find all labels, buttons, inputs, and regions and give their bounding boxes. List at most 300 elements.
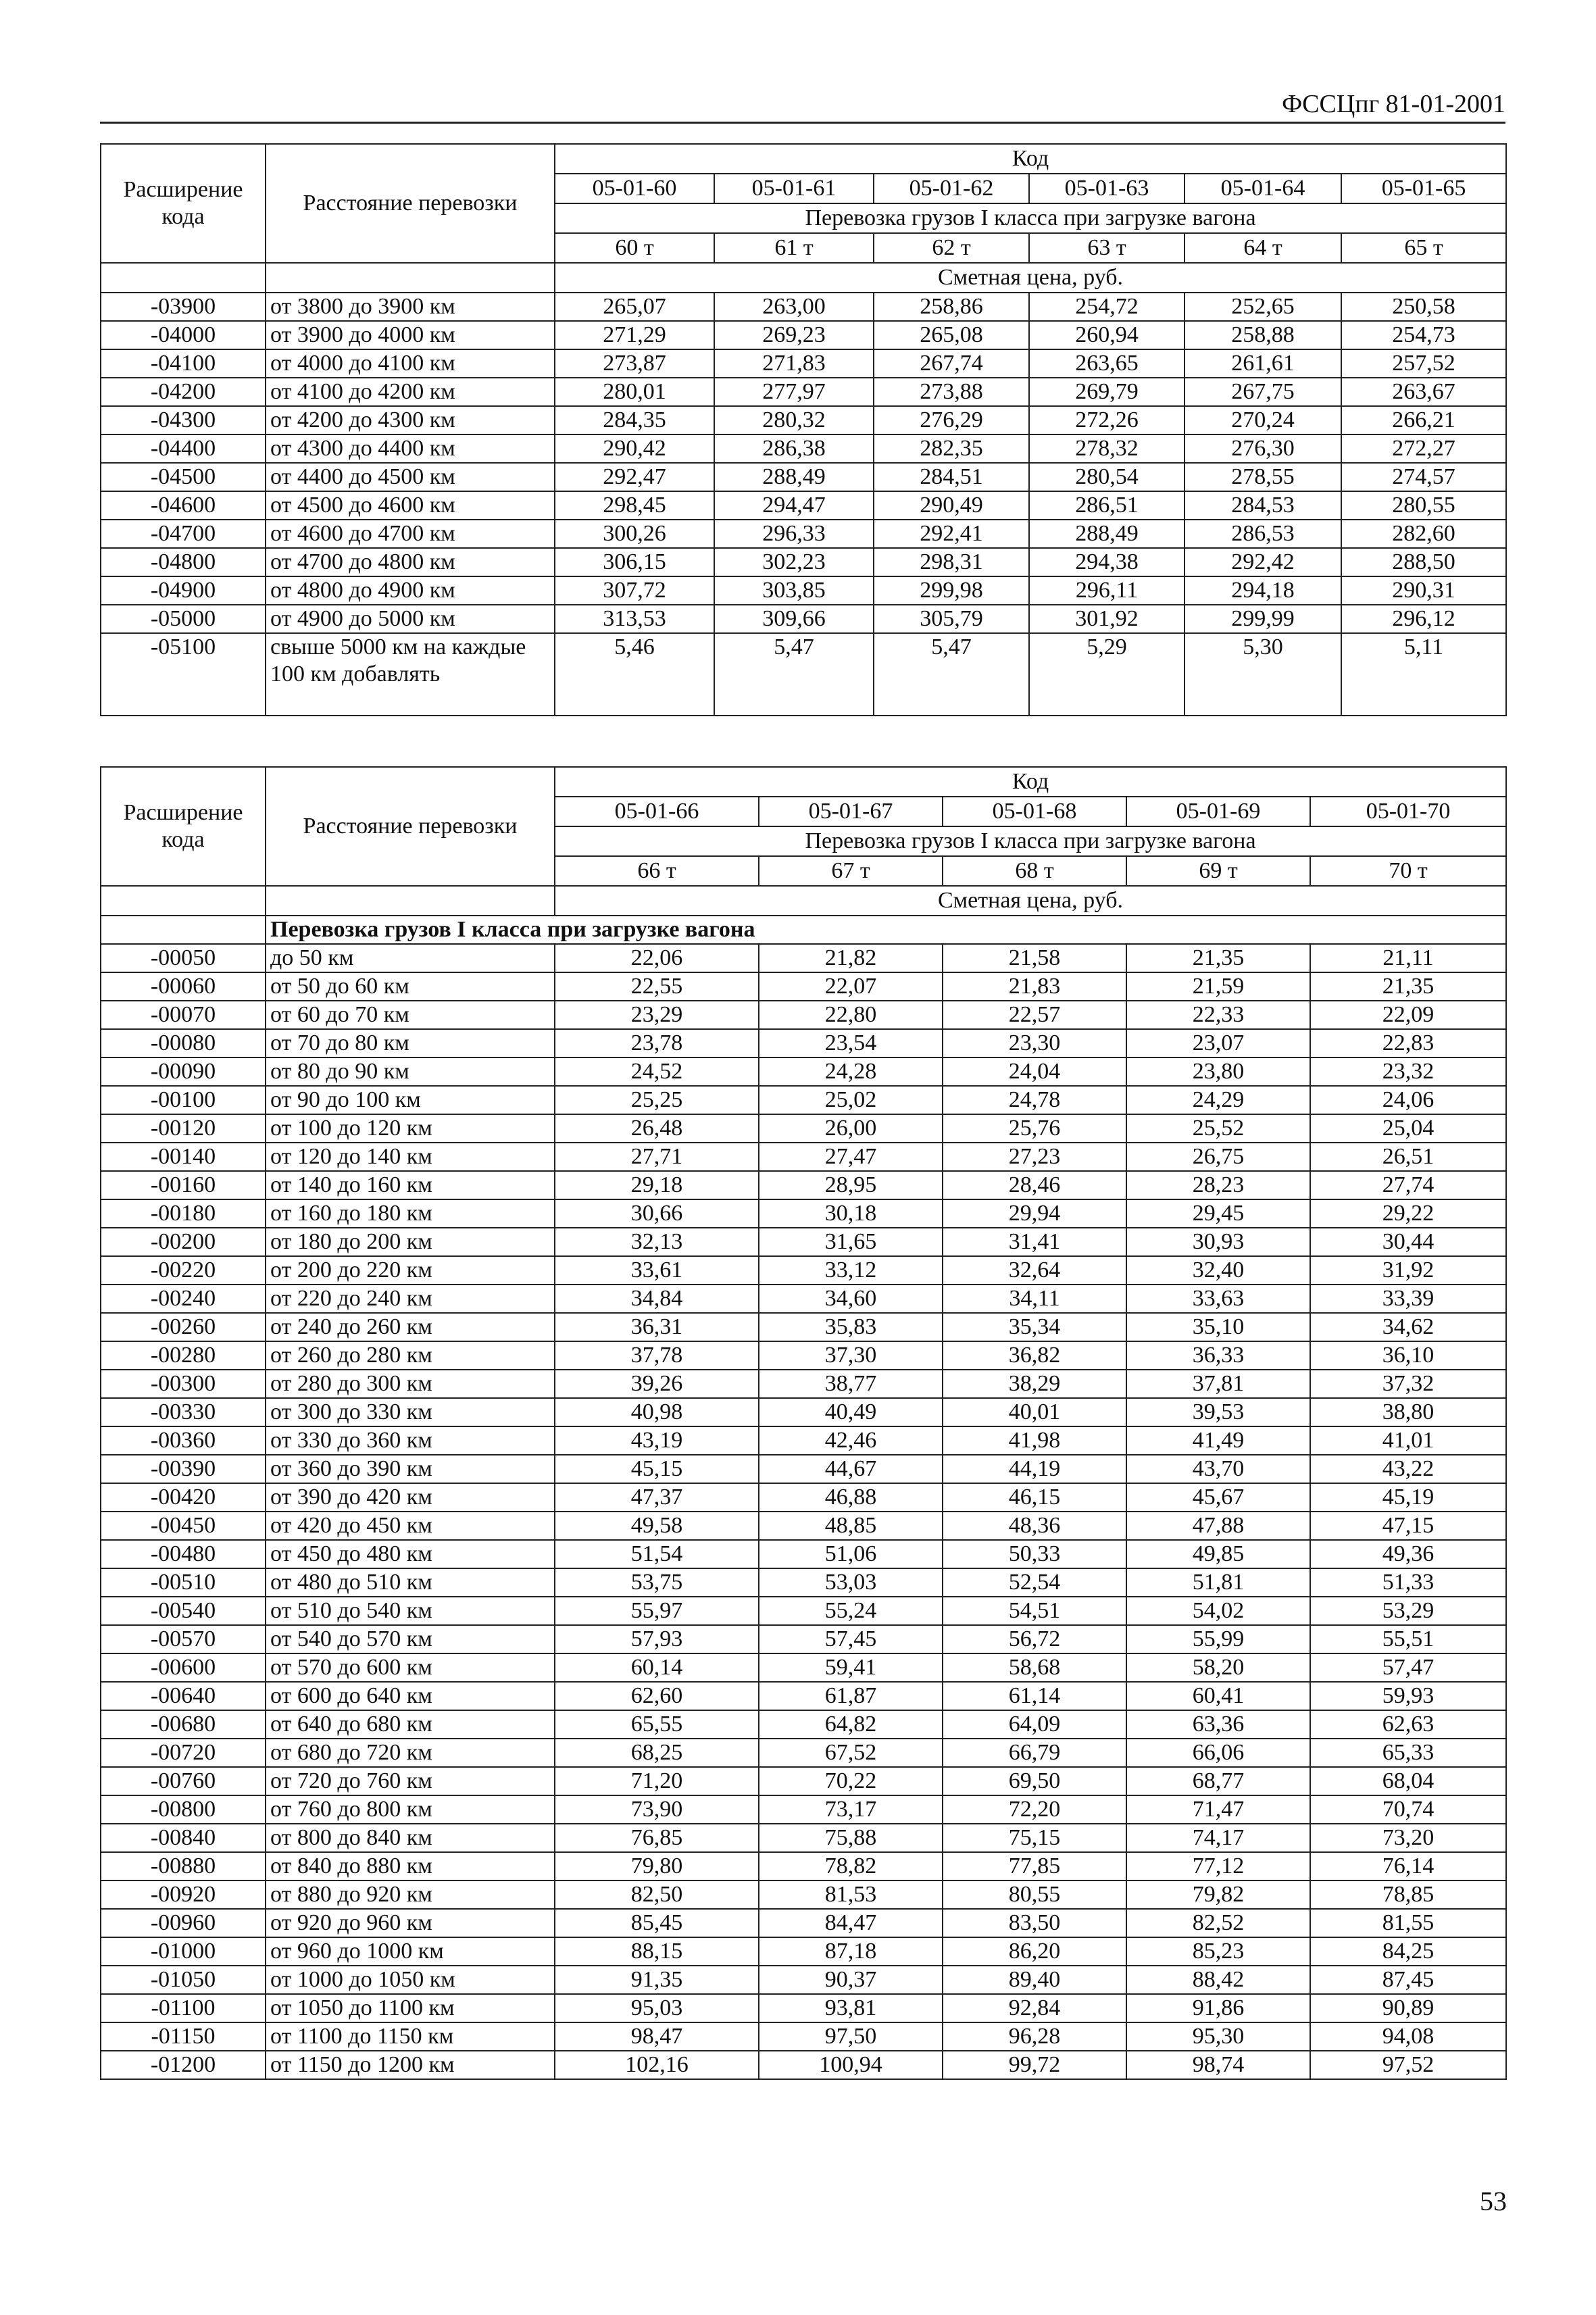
header-code: Код	[555, 767, 1506, 797]
code-header: 05-01-65	[1341, 174, 1506, 203]
price-cell: 61,87	[759, 1682, 943, 1710]
price-cell: 73,17	[759, 1795, 943, 1824]
table-row	[101, 1398, 1506, 1426]
price-cell: 280,55	[1341, 491, 1506, 520]
row-distance: от 960 до 1000 км	[266, 1937, 555, 1966]
price-cell: 299,99	[1184, 605, 1341, 633]
row-code: -00570	[101, 1625, 266, 1653]
table-row	[101, 1228, 1506, 1256]
price-cell: 31,92	[1310, 1256, 1506, 1285]
price-cell: 273,88	[874, 378, 1029, 406]
table-row	[101, 293, 1506, 321]
price-cell: 29,45	[1126, 1199, 1310, 1228]
row-code: -04000	[101, 321, 266, 349]
header-transport: Перевозка грузов I класса при загрузке вагона	[555, 203, 1506, 233]
price-cell: 5,47	[874, 633, 1029, 716]
row-code: -04800	[101, 548, 266, 576]
price-cell: 25,25	[555, 1086, 759, 1114]
price-cell: 55,97	[555, 1597, 759, 1625]
section-title: Перевозка грузов I класса при загрузке вагона	[266, 916, 1506, 944]
tonnage-header: 60 т	[555, 233, 714, 263]
row-code: -05100	[101, 633, 266, 716]
price-cell: 288,49	[714, 463, 874, 491]
price-cell: 305,79	[874, 605, 1029, 633]
price-cell: 41,98	[943, 1426, 1126, 1455]
price-cell: 78,85	[1310, 1881, 1506, 1909]
price-cell: 30,93	[1126, 1228, 1310, 1256]
price-cell: 282,35	[874, 434, 1029, 463]
price-cell: 29,22	[1310, 1199, 1506, 1228]
price-cell: 87,45	[1310, 1966, 1506, 1994]
price-cell: 69,50	[943, 1767, 1126, 1795]
price-cell: 37,32	[1310, 1370, 1506, 1398]
table-row	[101, 1767, 1506, 1795]
table-row	[101, 463, 1506, 491]
price-cell: 296,12	[1341, 605, 1506, 633]
table-row	[101, 1341, 1506, 1370]
price-cell: 22,55	[555, 972, 759, 1001]
price-cell: 53,29	[1310, 1597, 1506, 1625]
table-row	[101, 406, 1506, 434]
price-cell: 261,61	[1184, 349, 1341, 378]
row-code: -00240	[101, 1285, 266, 1313]
row-distance: от 4700 до 4800 км	[266, 548, 555, 576]
row-distance: от 4600 до 4700 км	[266, 520, 555, 548]
document-code: ФССЦпг 81-01-2001	[1282, 90, 1505, 118]
row-code: -04100	[101, 349, 266, 378]
tonnage-header: 61 т	[714, 233, 874, 263]
price-cell: 267,75	[1184, 378, 1341, 406]
row-distance: от 4000 до 4100 км	[266, 349, 555, 378]
price-cell: 56,72	[943, 1625, 1126, 1653]
row-code: -00480	[101, 1540, 266, 1568]
table-row	[101, 1512, 1506, 1540]
row-code: -00200	[101, 1228, 266, 1256]
price-cell: 36,82	[943, 1341, 1126, 1370]
row-code: -00680	[101, 1710, 266, 1739]
price-cell: 43,70	[1126, 1455, 1310, 1483]
row-code: -00070	[101, 1001, 266, 1029]
row-distance: от 3900 до 4000 км	[266, 321, 555, 349]
row-code: -00880	[101, 1852, 266, 1881]
row-code: -01200	[101, 2051, 266, 2079]
price-cell: 49,85	[1126, 1540, 1310, 1568]
row-distance: от 280 до 300 км	[266, 1370, 555, 1398]
price-cell: 33,39	[1310, 1285, 1506, 1313]
table-row	[101, 1285, 1506, 1313]
code-header: 05-01-67	[759, 797, 943, 826]
price-cell: 267,74	[874, 349, 1029, 378]
row-code: -01000	[101, 1937, 266, 1966]
price-cell: 39,53	[1126, 1398, 1310, 1426]
price-cell: 64,82	[759, 1710, 943, 1739]
price-cell: 82,52	[1126, 1909, 1310, 1937]
price-cell: 55,24	[759, 1597, 943, 1625]
price-cell: 277,97	[714, 378, 874, 406]
price-cell: 303,85	[714, 576, 874, 605]
price-cell: 30,18	[759, 1199, 943, 1228]
table-row	[101, 1937, 1506, 1966]
row-distance: от 880 до 920 км	[266, 1881, 555, 1909]
price-cell: 258,86	[874, 293, 1029, 321]
price-cell: 64,09	[943, 1710, 1126, 1739]
price-cell: 313,53	[555, 605, 714, 633]
price-cell: 45,67	[1126, 1483, 1310, 1512]
row-code: -00390	[101, 1455, 266, 1483]
price-cell: 276,30	[1184, 434, 1341, 463]
price-cell: 269,79	[1029, 378, 1184, 406]
price-cell: 23,80	[1126, 1057, 1310, 1086]
price-table-1	[100, 143, 1507, 716]
price-cell: 26,75	[1126, 1143, 1310, 1171]
row-distance: от 1150 до 1200 км	[266, 2051, 555, 2079]
price-cell: 263,67	[1341, 378, 1506, 406]
price-cell: 57,47	[1310, 1653, 1506, 1682]
row-distance: от 760 до 800 км	[266, 1795, 555, 1824]
header-transport: Перевозка грузов I класса при загрузке вагона	[555, 826, 1506, 856]
price-cell: 306,15	[555, 548, 714, 576]
header-price: Сметная цена, руб.	[555, 263, 1506, 293]
price-cell: 75,15	[943, 1824, 1126, 1852]
price-cell: 41,49	[1126, 1426, 1310, 1455]
price-cell: 78,82	[759, 1852, 943, 1881]
price-cell: 62,60	[555, 1682, 759, 1710]
price-cell: 263,65	[1029, 349, 1184, 378]
price-cell: 82,50	[555, 1881, 759, 1909]
price-cell: 91,86	[1126, 1994, 1310, 2022]
row-code: -00920	[101, 1881, 266, 1909]
price-cell: 24,06	[1310, 1086, 1506, 1114]
row-code: -04700	[101, 520, 266, 548]
price-cell: 36,31	[555, 1313, 759, 1341]
row-code: -01100	[101, 1994, 266, 2022]
row-distance: от 1000 до 1050 км	[266, 1966, 555, 1994]
row-code: -00960	[101, 1909, 266, 1937]
price-cell: 73,90	[555, 1795, 759, 1824]
row-distance: от 450 до 480 км	[266, 1540, 555, 1568]
header-spacer	[266, 886, 555, 916]
price-cell: 77,85	[943, 1852, 1126, 1881]
price-cell: 302,23	[714, 548, 874, 576]
price-cell: 93,81	[759, 1994, 943, 2022]
row-code: -00300	[101, 1370, 266, 1398]
table-row	[101, 633, 1506, 716]
header-spacer	[266, 263, 555, 293]
row-distance: от 80 до 90 км	[266, 1057, 555, 1086]
price-cell: 24,78	[943, 1086, 1126, 1114]
price-cell: 272,27	[1341, 434, 1506, 463]
table-row	[101, 2022, 1506, 2051]
price-cell: 280,32	[714, 406, 874, 434]
row-distance: от 4800 до 4900 км	[266, 576, 555, 605]
price-cell: 28,46	[943, 1171, 1126, 1199]
price-cell: 27,47	[759, 1143, 943, 1171]
price-cell: 48,85	[759, 1512, 943, 1540]
price-cell: 32,13	[555, 1228, 759, 1256]
tonnage-header: 65 т	[1341, 233, 1506, 263]
price-cell: 81,55	[1310, 1909, 1506, 1937]
price-cell: 5,47	[714, 633, 874, 716]
price-cell: 254,73	[1341, 321, 1506, 349]
price-cell: 102,16	[555, 2051, 759, 2079]
row-distance: от 300 до 330 км	[266, 1398, 555, 1426]
row-distance: от 4900 до 5000 км	[266, 605, 555, 633]
price-cell: 89,40	[943, 1966, 1126, 1994]
row-code: -00360	[101, 1426, 266, 1455]
row-code: -04500	[101, 463, 266, 491]
price-cell: 41,01	[1310, 1426, 1506, 1455]
price-cell: 22,57	[943, 1001, 1126, 1029]
price-cell: 5,30	[1184, 633, 1341, 716]
price-cell: 307,72	[555, 576, 714, 605]
table-row	[101, 1199, 1506, 1228]
row-code: -00800	[101, 1795, 266, 1824]
price-cell: 68,04	[1310, 1767, 1506, 1795]
price-cell: 38,29	[943, 1370, 1126, 1398]
code-header: 05-01-69	[1126, 797, 1310, 826]
row-code: -00330	[101, 1398, 266, 1426]
row-distance: от 510 до 540 км	[266, 1597, 555, 1625]
price-cell: 28,23	[1126, 1171, 1310, 1199]
row-code: -04400	[101, 434, 266, 463]
price-cell: 269,23	[714, 321, 874, 349]
price-cell: 83,50	[943, 1909, 1126, 1937]
table-row	[101, 548, 1506, 576]
price-cell: 290,31	[1341, 576, 1506, 605]
table-row	[101, 1852, 1506, 1881]
price-cell: 280,54	[1029, 463, 1184, 491]
price-cell: 79,82	[1126, 1881, 1310, 1909]
row-distance: от 4100 до 4200 км	[266, 378, 555, 406]
price-cell: 66,79	[943, 1739, 1126, 1767]
price-cell: 45,15	[555, 1455, 759, 1483]
row-distance: от 120 до 140 км	[266, 1143, 555, 1171]
price-cell: 22,83	[1310, 1029, 1506, 1057]
price-cell: 57,93	[555, 1625, 759, 1653]
price-cell: 54,51	[943, 1597, 1126, 1625]
price-cell: 37,78	[555, 1341, 759, 1370]
price-cell: 55,99	[1126, 1625, 1310, 1653]
row-code: -00050	[101, 944, 266, 972]
table-row	[101, 1370, 1506, 1398]
table-row	[101, 1114, 1506, 1143]
price-cell: 45,19	[1310, 1483, 1506, 1512]
row-code: -04900	[101, 576, 266, 605]
price-cell: 296,33	[714, 520, 874, 548]
price-cell: 95,03	[555, 1994, 759, 2022]
table-row	[101, 1739, 1506, 1767]
price-cell: 24,29	[1126, 1086, 1310, 1114]
row-code: -04600	[101, 491, 266, 520]
row-distance: от 640 до 680 км	[266, 1710, 555, 1739]
price-cell: 76,85	[555, 1824, 759, 1852]
price-cell: 98,74	[1126, 2051, 1310, 2079]
code-header: 05-01-61	[714, 174, 874, 203]
price-cell: 70,74	[1310, 1795, 1506, 1824]
price-cell: 51,33	[1310, 1568, 1506, 1597]
price-cell: 65,33	[1310, 1739, 1506, 1767]
price-cell: 22,07	[759, 972, 943, 1001]
price-cell: 36,33	[1126, 1341, 1310, 1370]
price-cell: 51,06	[759, 1540, 943, 1568]
price-cell: 35,83	[759, 1313, 943, 1341]
row-distance: от 570 до 600 км	[266, 1653, 555, 1682]
price-cell: 59,41	[759, 1653, 943, 1682]
price-cell: 296,11	[1029, 576, 1184, 605]
row-distance: от 680 до 720 км	[266, 1739, 555, 1767]
price-cell: 309,66	[714, 605, 874, 633]
price-cell: 21,11	[1310, 944, 1506, 972]
row-code: -00450	[101, 1512, 266, 1540]
price-cell: 282,60	[1341, 520, 1506, 548]
price-cell: 273,87	[555, 349, 714, 378]
table-row	[101, 1313, 1506, 1341]
code-header: 05-01-68	[943, 797, 1126, 826]
table-row	[101, 1540, 1506, 1568]
price-cell: 32,64	[943, 1256, 1126, 1285]
price-cell: 22,09	[1310, 1001, 1506, 1029]
price-cell: 265,08	[874, 321, 1029, 349]
price-cell: 31,65	[759, 1228, 943, 1256]
row-distance: от 90 до 100 км	[266, 1086, 555, 1114]
price-cell: 28,95	[759, 1171, 943, 1199]
price-cell: 91,35	[555, 1966, 759, 1994]
price-cell: 88,15	[555, 1937, 759, 1966]
price-cell: 270,24	[1184, 406, 1341, 434]
row-distance: от 70 до 80 км	[266, 1029, 555, 1057]
row-distance: от 540 до 570 км	[266, 1625, 555, 1653]
section-spacer	[101, 916, 266, 944]
price-cell: 286,51	[1029, 491, 1184, 520]
price-cell: 86,20	[943, 1937, 1126, 1966]
price-cell: 272,26	[1029, 406, 1184, 434]
price-cell: 299,98	[874, 576, 1029, 605]
price-cell: 29,94	[943, 1199, 1126, 1228]
price-cell: 274,57	[1341, 463, 1506, 491]
price-cell: 35,34	[943, 1313, 1126, 1341]
price-cell: 254,72	[1029, 293, 1184, 321]
row-code: -01050	[101, 1966, 266, 1994]
price-cell: 40,49	[759, 1398, 943, 1426]
table-row	[101, 1710, 1506, 1739]
price-cell: 21,35	[1126, 944, 1310, 972]
price-cell: 278,32	[1029, 434, 1184, 463]
price-cell: 24,52	[555, 1057, 759, 1086]
price-cell: 301,92	[1029, 605, 1184, 633]
price-cell: 5,29	[1029, 633, 1184, 716]
page-number: 53	[1480, 2186, 1507, 2216]
price-cell: 85,45	[555, 1909, 759, 1937]
price-cell: 23,29	[555, 1001, 759, 1029]
row-code: -00180	[101, 1199, 266, 1228]
table-row	[101, 972, 1506, 1001]
price-cell: 46,15	[943, 1483, 1126, 1512]
table-row	[101, 1256, 1506, 1285]
price-cell: 258,88	[1184, 321, 1341, 349]
price-cell: 21,82	[759, 944, 943, 972]
price-cell: 73,20	[1310, 1824, 1506, 1852]
price-cell: 37,81	[1126, 1370, 1310, 1398]
row-distance: от 720 до 760 км	[266, 1767, 555, 1795]
price-cell: 271,83	[714, 349, 874, 378]
row-distance: от 160 до 180 км	[266, 1199, 555, 1228]
price-cell: 288,50	[1341, 548, 1506, 576]
price-cell: 30,44	[1310, 1228, 1506, 1256]
price-cell: 22,80	[759, 1001, 943, 1029]
row-code: -00510	[101, 1568, 266, 1597]
row-code: -00080	[101, 1029, 266, 1057]
table-row	[101, 944, 1506, 972]
price-cell: 68,77	[1126, 1767, 1310, 1795]
price-cell: 33,61	[555, 1256, 759, 1285]
price-cell: 34,60	[759, 1285, 943, 1313]
price-cell: 263,00	[714, 293, 874, 321]
table-row	[101, 1086, 1506, 1114]
row-code: -04200	[101, 378, 266, 406]
tonnage-header: 67 т	[759, 856, 943, 886]
price-cell: 252,65	[1184, 293, 1341, 321]
price-cell: 58,68	[943, 1653, 1126, 1682]
table-row	[101, 1029, 1506, 1057]
row-distance: от 390 до 420 км	[266, 1483, 555, 1512]
price-cell: 53,75	[555, 1568, 759, 1597]
price-cell: 55,51	[1310, 1625, 1506, 1653]
price-cell: 79,80	[555, 1852, 759, 1881]
header-distance: Расстояние перевозки	[266, 767, 555, 886]
price-cell: 87,18	[759, 1937, 943, 1966]
row-distance: от 220 до 240 км	[266, 1285, 555, 1313]
price-cell: 99,72	[943, 2051, 1126, 2079]
row-distance: от 1100 до 1150 км	[266, 2022, 555, 2051]
price-cell: 71,20	[555, 1767, 759, 1795]
price-cell: 51,81	[1126, 1568, 1310, 1597]
price-cell: 44,67	[759, 1455, 943, 1483]
price-cell: 60,14	[555, 1653, 759, 1682]
price-cell: 25,76	[943, 1114, 1126, 1143]
price-cell: 74,17	[1126, 1824, 1310, 1852]
price-cell: 37,30	[759, 1341, 943, 1370]
table-row	[101, 1994, 1506, 2022]
table-row	[101, 1881, 1506, 1909]
price-cell: 84,47	[759, 1909, 943, 1937]
price-cell: 54,02	[1126, 1597, 1310, 1625]
header-extension-code: Расширение кода	[101, 144, 266, 263]
price-cell: 26,00	[759, 1114, 943, 1143]
row-code: -00140	[101, 1143, 266, 1171]
price-cell: 5,46	[555, 633, 714, 716]
price-cell: 75,88	[759, 1824, 943, 1852]
row-distance: от 840 до 880 км	[266, 1852, 555, 1881]
price-cell: 71,47	[1126, 1795, 1310, 1824]
tonnage-header: 70 т	[1310, 856, 1506, 886]
price-cell: 26,48	[555, 1114, 759, 1143]
row-distance: от 3800 до 3900 км	[266, 293, 555, 321]
code-header: 05-01-60	[555, 174, 714, 203]
price-cell: 77,12	[1126, 1852, 1310, 1881]
table-row	[101, 520, 1506, 548]
price-cell: 250,58	[1341, 293, 1506, 321]
price-cell: 265,07	[555, 293, 714, 321]
price-cell: 31,41	[943, 1228, 1126, 1256]
table-row	[101, 1653, 1506, 1682]
row-distance: от 800 до 840 км	[266, 1824, 555, 1852]
price-cell: 81,53	[759, 1881, 943, 1909]
row-code: -01150	[101, 2022, 266, 2051]
price-cell: 38,80	[1310, 1398, 1506, 1426]
price-cell: 23,32	[1310, 1057, 1506, 1086]
row-code: -00260	[101, 1313, 266, 1341]
row-code: -00220	[101, 1256, 266, 1285]
